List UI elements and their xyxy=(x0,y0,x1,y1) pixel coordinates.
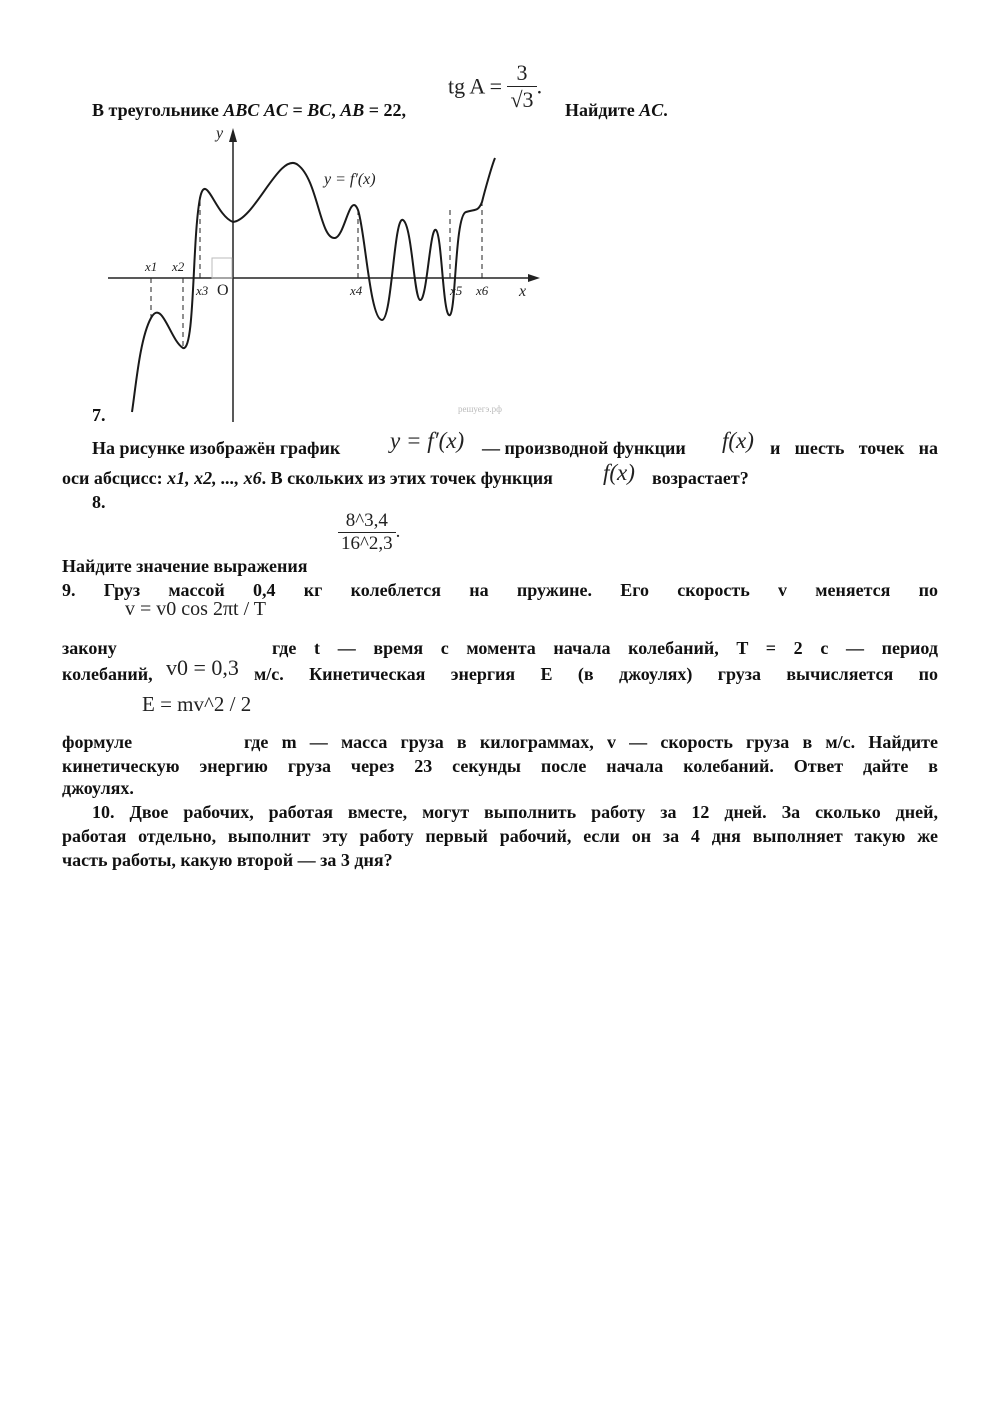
task9-line1: 9. Груз массой 0,4 кг колеблется на пружине. Его скорость v меняется по xyxy=(62,580,938,600)
task9-formula-v: v = v0 cos 2πt / T xyxy=(125,598,267,620)
derivative-curve xyxy=(132,158,495,412)
task9-line4-a: формуле xyxy=(62,732,133,752)
task8-number: 8. xyxy=(92,492,106,512)
task8-fraction: $\frac{8\^{}3,4}{16\^{}2,3}$ . xyxy=(338,510,400,555)
label-x6: x6 xyxy=(476,283,489,298)
task10-line1: 10. Двое рабочих, работая вместе, могут выполнить работу за 12 дней. За сколько дней, xyxy=(92,802,938,822)
x-axis-label: x xyxy=(519,283,527,300)
task9-line3-a: колебаний, xyxy=(62,664,153,684)
task9-formula-e: E = mv^2 / 2 xyxy=(142,692,252,716)
dashed-lines xyxy=(151,198,482,348)
task7-line1-a: На рисунке изображён график xyxy=(92,438,341,458)
task9-formula-v0: v0 = 0,3 xyxy=(166,655,239,680)
curve-label: y = f′(x) xyxy=(324,171,376,188)
task9-line5: кинетическую энергию груза через 23 секунды после начала колебаний. Ответ дайте в xyxy=(62,756,938,776)
task6-question: Найдите AC. xyxy=(565,100,668,120)
task7-number: 7. xyxy=(92,405,106,425)
y-axis-label: y xyxy=(216,125,224,142)
label-x3: x3 xyxy=(196,283,209,298)
task7-formula-f1: f(x) xyxy=(722,428,754,453)
task7-line2: оси абсцисс: x1, x2, ..., x6. В скольких из этих точек функция xyxy=(62,468,553,488)
fraction-numerator: 8^3,4 xyxy=(345,510,388,531)
y-axis-arrow xyxy=(229,128,237,142)
task9-line2-b: где t — время с момента начала колебаний, T = 2 с — период xyxy=(272,638,938,658)
task7-line1-c: и шесть точек на xyxy=(770,438,938,458)
task7-formula-f2: f(x) xyxy=(603,460,635,485)
fraction-denominator: 16^2,3 xyxy=(338,532,396,555)
unit-square xyxy=(212,258,232,278)
origin-label: O xyxy=(217,282,229,299)
label-x4: x4 xyxy=(350,283,363,298)
label-x1: x1 xyxy=(145,259,158,274)
task6-formula-tgA: tg A = $\frac{3}{√3}$ . xyxy=(448,60,543,112)
task6-statement: В треугольнике ABC AC = BC, AB = 22, xyxy=(92,100,406,120)
x-axis-arrow xyxy=(528,274,540,282)
task7-line1-b: — производной функции xyxy=(482,438,686,458)
label-x2: x2 xyxy=(172,259,185,274)
task9-line3-b: м/с. Кинетическая энергия E (в джоулях) груза вычисляется по xyxy=(254,664,938,684)
task9-line4-b: где m — масса груза в килограммах, v — скорость груза в м/с. Найдите xyxy=(244,732,938,752)
label-x5: x5 xyxy=(450,283,463,298)
derivative-graph xyxy=(100,120,540,430)
task9-line2-a: закону xyxy=(62,638,117,658)
task10-line2: работая отдельно, выполнит эту работу первый рабочий, если он за 4 дня выполняет такую же xyxy=(62,826,938,846)
task8-text: Найдите значение выражения xyxy=(62,556,308,576)
task10-line3: часть работы, какую второй — за 3 дня? xyxy=(62,850,393,870)
tgA-fraction: $\frac{3}{√3}$ xyxy=(507,60,536,113)
task9-line6: джоулях. xyxy=(62,778,134,798)
task7-line2-c: возрастает? xyxy=(652,468,749,488)
task7-formula-derivative: y = f′(x) xyxy=(390,428,465,453)
watermark: решуегэ.рф xyxy=(458,404,502,414)
points-list: x1, x2, ..., x6 xyxy=(167,468,262,488)
